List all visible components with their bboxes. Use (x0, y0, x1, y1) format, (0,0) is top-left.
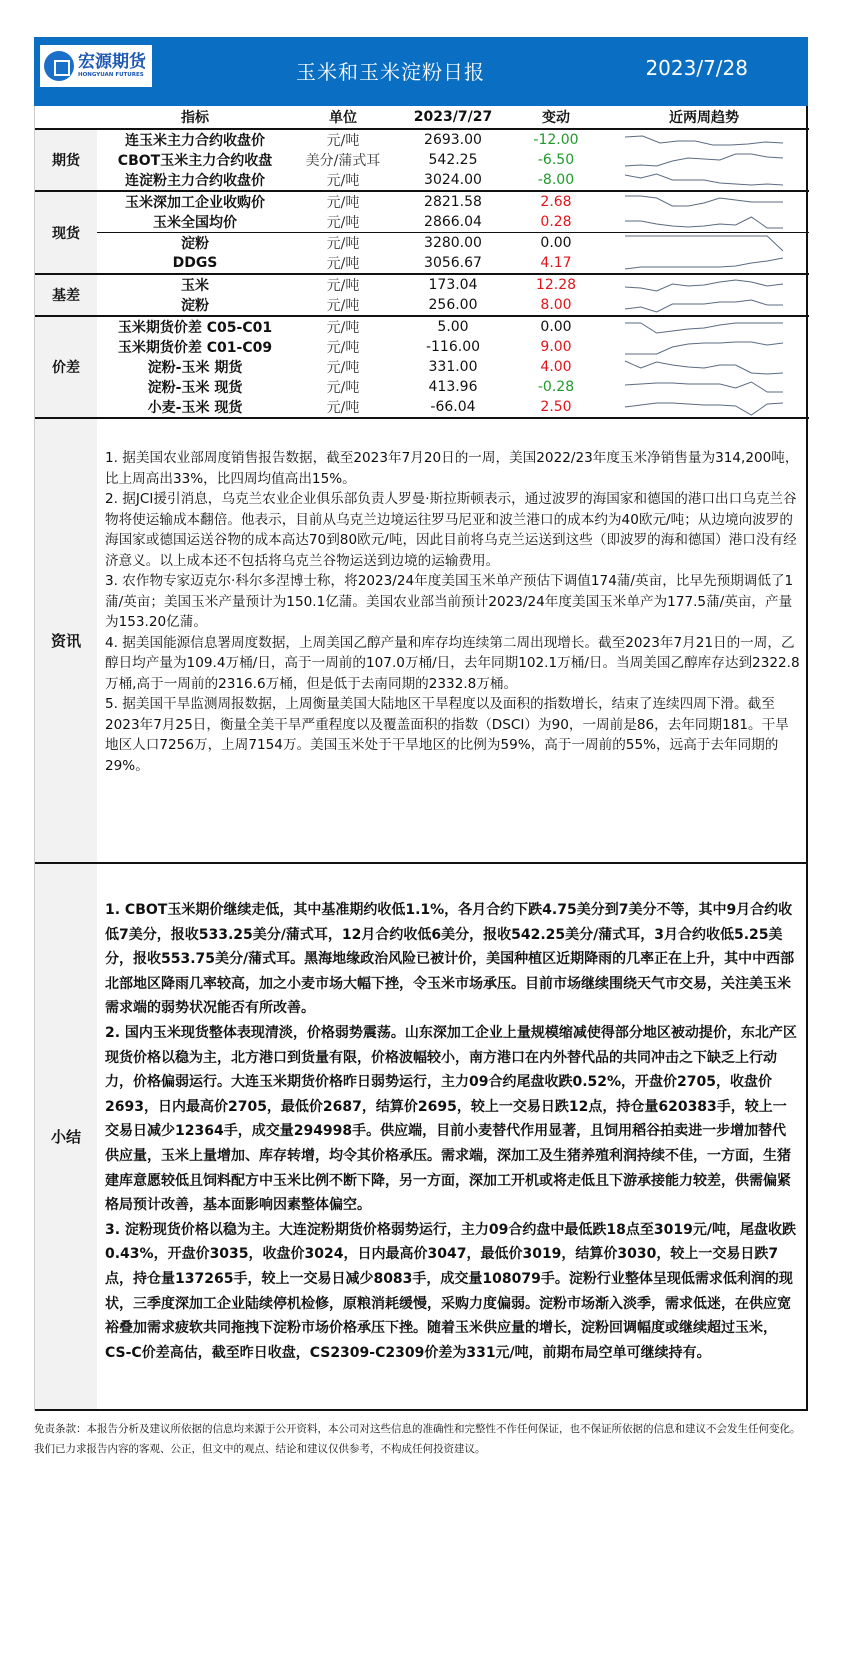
table-header-row (35, 106, 809, 129)
news-section (35, 419, 806, 864)
unit-cell: 美分/蒲式耳 (305, 153, 381, 169)
unit-cell: 元/吨 (293, 212, 393, 233)
unit-cell: 元/吨 (293, 397, 393, 418)
header-category (35, 106, 97, 129)
trend-sparkline (599, 316, 809, 337)
indicator-name: 玉米全国均价 (97, 212, 293, 233)
indicator-name: CBOT玉米主力合约收盘 (117, 153, 273, 169)
value-cell: 2821.58 (424, 194, 482, 210)
sparkline-chart (624, 170, 784, 190)
change-cell: 0.00 (540, 235, 572, 251)
unit-cell: 元/吨 (326, 133, 360, 149)
header-date: 2023/7/27 (393, 106, 513, 129)
header-trend: 近两周趋势 (599, 106, 809, 129)
change-cell: 0.00 (540, 319, 572, 335)
trend-sparkline (599, 129, 809, 150)
sparkline-chart (624, 397, 784, 417)
value-cell: 5.00 (437, 319, 469, 335)
table-row (35, 397, 809, 418)
indicator-name: 淀粉-玉米 现货 (147, 380, 243, 396)
table-row (35, 295, 809, 316)
value-cell: 2693.00 (424, 132, 482, 148)
table-row (35, 212, 809, 233)
logo-mark-icon (44, 51, 74, 81)
header-unit: 单位 (293, 106, 393, 129)
indicator-name: 玉米深加工企业收购价 (125, 195, 265, 211)
trend-sparkline (599, 377, 809, 397)
indicator-name: 连玉米主力合约收盘价 (125, 133, 265, 149)
trend-sparkline (599, 170, 809, 191)
header-change: 变动 (513, 106, 599, 129)
table-row (35, 337, 809, 357)
category-label: 期货 (35, 129, 97, 191)
table-row (35, 253, 809, 274)
summary-item: 2. 国内玉米现货整体表现清淡，价格弱势震荡。山东深加工企业上量规模缩减使得部分地区被动提价，东北产区现货价格以稳为主，北方港口到货量有限，价格波幅较小，南方港口在内外替代品的共同冲击之下缺乏上行动力，价格偏弱运行。大连玉米期货价格昨日弱势运行，主力09合约尾盘收跌0.52%，开盘价2705，收盘价2693，日内最高价2705，最低价2687，结算价2695，较上一交易日跌12点，持仓量620383手，较上一交易日减少12364手，成交量294998手。供应端，目前小麦替代作用显著，且饲用稻谷拍卖进一步增加替代供应量，玉米上量增加、库存转增，均令其价格承压。需求端，深加工及生猪养殖利润持续不佳，一方面，生猪建库意愿较低且饲料配方中玉米比例不断下降，另一方面，深加工开机或将走低且下游承接能力较差，供需偏紧格局预计改善，基本面影响因素整体偏空。 (105, 1024, 797, 1214)
value-cell: -66.04 (393, 397, 513, 418)
change-cell: 2.68 (540, 194, 572, 210)
value-cell: 331.00 (428, 359, 478, 375)
value-cell: 3056.67 (393, 253, 513, 274)
table-row (35, 170, 809, 191)
sparkline-chart (624, 150, 784, 170)
indicator-name: 淀粉 (181, 236, 209, 252)
trend-sparkline (599, 150, 809, 170)
unit-cell: 元/吨 (326, 236, 360, 252)
news-label: 资讯 (35, 419, 97, 862)
sparkline-chart (624, 357, 784, 377)
indicator-name: 玉米期货价差 C05-C01 (117, 320, 273, 336)
sparkline-chart (624, 337, 784, 357)
summary-item: 3. 淀粉现货价格以稳为主。大连淀粉期货价格弱势运行，主力09合约盘中最低跌18点至3019元/吨，尾盘收跌0.43%，开盘价3035，收盘价3024，日内最高价3047，最低价3019，结算价3030，较上一交易日跌7点，持仓量137265手，较上一交易日减少8083手，成交量108079手。淀粉行业整体呈现低需求低利润的现状，三季度深加工企业陆续停机检修，原粮消耗缓慢，采购力度偏弱。淀粉市场渐入淡季，需求低迷，在供应宽裕叠加需求疲软共同拖拽下淀粉市场价格承压下挫。随着玉米供应量的增长，淀粉回调幅度或继续超过玉米，CS-C价差高估，截至昨日收盘，CS2309-C2309价差为331元/吨，前期布局空单可继续持有。 (105, 1221, 796, 1361)
change-cell: 12.28 (535, 277, 577, 293)
summary-section (35, 864, 806, 1411)
sparkline-chart (624, 253, 784, 273)
report-date: 2023/7/28 (645, 56, 748, 80)
unit-cell: 元/吨 (326, 360, 360, 376)
change-cell: 4.00 (540, 359, 572, 375)
summary-item: 1. CBOT玉米期价继续走低，其中基准期约收低1.1%，各月合约下跌4.75美分到7美分不等，其中9月合约收低7美分，报收533.25美分/蒲式耳，12月合约收低6美分，报收542.25美分/蒲式耳，3月合约收低5.25美分，报收553.75美分/蒲式耳。黑海地缘政治风险已被计价，美国种植区近期降雨的几率正在上升，其中中西部北部地区降雨几率较高，加之小麦市场大幅下挫，令玉米市场承压。目前市场继续围绕天气市交易，关注美玉米需求端的弱势状况能否有所改善。 (105, 902, 795, 1017)
value-cell: 3280.00 (424, 235, 482, 251)
value-cell: 542.25 (428, 152, 478, 168)
table-row (35, 150, 809, 170)
category-label: 现货 (35, 191, 97, 274)
trend-sparkline (599, 253, 809, 274)
unit-cell: 元/吨 (293, 253, 393, 274)
disclaimer: 免责条款：本报告分析及建议所依据的信息均来源于公开资料，本公司对这些信息的准确性和完整性不作任何保证，也不保证所依据的信息和建议不会发生任何变化。我们已力求报告内容的客观、公正，但文中的观点、结论和建议仅供参考，不构成任何投资建议。 (34, 1423, 801, 1455)
table-row (35, 274, 809, 295)
table-row (35, 377, 809, 397)
change-cell: -8.00 (513, 170, 599, 191)
summary-body (97, 864, 806, 1409)
trend-sparkline (599, 337, 809, 357)
change-cell: 8.00 (513, 295, 599, 316)
value-cell: 256.00 (393, 295, 513, 316)
company-logo (40, 45, 152, 87)
trend-sparkline (599, 191, 809, 212)
sparkline-chart (624, 295, 784, 315)
trend-sparkline (599, 295, 809, 316)
change-cell: -6.50 (537, 152, 575, 168)
table-row (35, 357, 809, 377)
table-row (35, 233, 809, 254)
sparkline-chart (624, 192, 784, 212)
news-item: 1. 据美国农业部周度销售报告数据，截至2023年7月20日的一周，美国2022/23年度玉米净销售量为314,200吨，比上周高出33%，比四周均值高出15%。 (105, 450, 799, 487)
news-item: 2. 据JCI援引消息，乌克兰农业企业俱乐部负责人罗曼·斯拉斯顿表示，通过波罗的海国家和德国的港口出口乌克兰谷物将使运输成本翻倍。他表示，目前从乌克兰边境运往罗马尼亚和波兰港口的成本约为40欧元/吨；从边境向波罗的海国家或德国运送谷物的成本高达70到80欧元/吨，因此目前将乌克兰运送到这些（即波罗的海和德国）港口没有经济意义。以上成本还不包括将乌克兰谷物运送到边境的运输费用。 (105, 491, 797, 569)
table-row (35, 191, 809, 212)
change-cell: 2.50 (513, 397, 599, 418)
trend-sparkline (599, 212, 809, 233)
logo-text-en: HONGYUAN FUTURES (78, 71, 144, 78)
unit-cell: 元/吨 (326, 195, 360, 211)
indicator-name: 玉米 (181, 278, 209, 294)
unit-cell: 元/吨 (326, 380, 360, 396)
sparkline-chart (624, 212, 784, 232)
unit-cell: 元/吨 (293, 295, 393, 316)
change-cell: 4.17 (513, 253, 599, 274)
value-cell: 413.96 (428, 379, 478, 395)
value-cell: 3024.00 (393, 170, 513, 191)
trend-sparkline (599, 233, 809, 254)
trend-sparkline (599, 357, 809, 377)
trend-sparkline (599, 274, 809, 295)
summary-label: 小结 (35, 864, 97, 1409)
news-item: 3. 农作物专家迈克尔·科尔多涅博士称，将2023/24年度美国玉米单产预估下调值174蒲/英亩，比早先预期调低了1蒲/英亩；美国玉米产量预计为150.1亿蒲。美国农业部当前预计2023/24年度美国玉米单产为177.5蒲/英亩，产量为153.20亿蒲。 (105, 573, 794, 630)
sparkline-chart (624, 377, 784, 397)
report-header (34, 37, 808, 106)
change-cell: 9.00 (540, 339, 572, 355)
unit-cell: 元/吨 (326, 278, 360, 294)
indicator-table (35, 106, 809, 419)
table-row (35, 316, 809, 337)
category-label: 价差 (35, 316, 97, 418)
news-item: 5. 据美国干旱监测周报数据，上周衡量美国大陆地区干旱程度以及面积的指数增长，结束了连续四周下滑。截至2023年7月25日，衡量全美干旱严重程度以及覆盖面积的指数（DSCI）为90，一周前是86，去年同期181。干旱地区人口7256万，上周7154万。美国玉米处于干旱地区的比例为59%，高于一周前的55%，远高于去年同期的29%。 (105, 696, 789, 774)
logo-text-cn: 宏源期货 (78, 51, 146, 72)
unit-cell: 元/吨 (326, 340, 360, 356)
value-cell: 173.04 (428, 277, 478, 293)
indicator-name: DDGS (97, 253, 293, 274)
header-indicator: 指标 (97, 106, 293, 129)
trend-sparkline (599, 397, 809, 418)
value-cell: 2866.04 (393, 212, 513, 233)
sparkline-chart (624, 275, 784, 295)
report-title: 玉米和玉米淀粉日报 (296, 60, 485, 84)
indicator-name: 连淀粉主力合约收盘价 (97, 170, 293, 191)
sparkline-chart (624, 130, 784, 150)
change-cell: -12.00 (533, 132, 579, 148)
change-cell: 0.28 (513, 212, 599, 233)
report-page (34, 37, 808, 1459)
change-cell: -0.28 (537, 379, 575, 395)
indicator-name: 小麦-玉米 现货 (97, 397, 293, 418)
sparkline-chart (624, 233, 784, 253)
indicator-name: 淀粉-玉米 期货 (147, 360, 243, 376)
sparkline-chart (624, 317, 784, 337)
indicator-name: 玉米期货价差 C01-C09 (117, 340, 273, 356)
news-item: 4. 据美国能源信息署周度数据，上周美国乙醇产量和库存均连续第二周出现增长。截至2023年7月21日的一周，乙醇日均产量为109.4万桶/日，高于一周前的107.0万桶/日，去年同期102.1万桶/日。当周美国乙醇库存达到2322.8万桶,高于一周前的2316.6万桶，但是低于去南同期的2332.8万桶。 (105, 634, 800, 692)
unit-cell: 元/吨 (293, 170, 393, 191)
value-cell: -116.00 (425, 339, 481, 355)
table-row (35, 129, 809, 150)
indicator-name: 淀粉 (97, 295, 293, 316)
category-label: 基差 (35, 274, 97, 316)
news-body (97, 419, 806, 862)
unit-cell: 元/吨 (326, 320, 360, 336)
